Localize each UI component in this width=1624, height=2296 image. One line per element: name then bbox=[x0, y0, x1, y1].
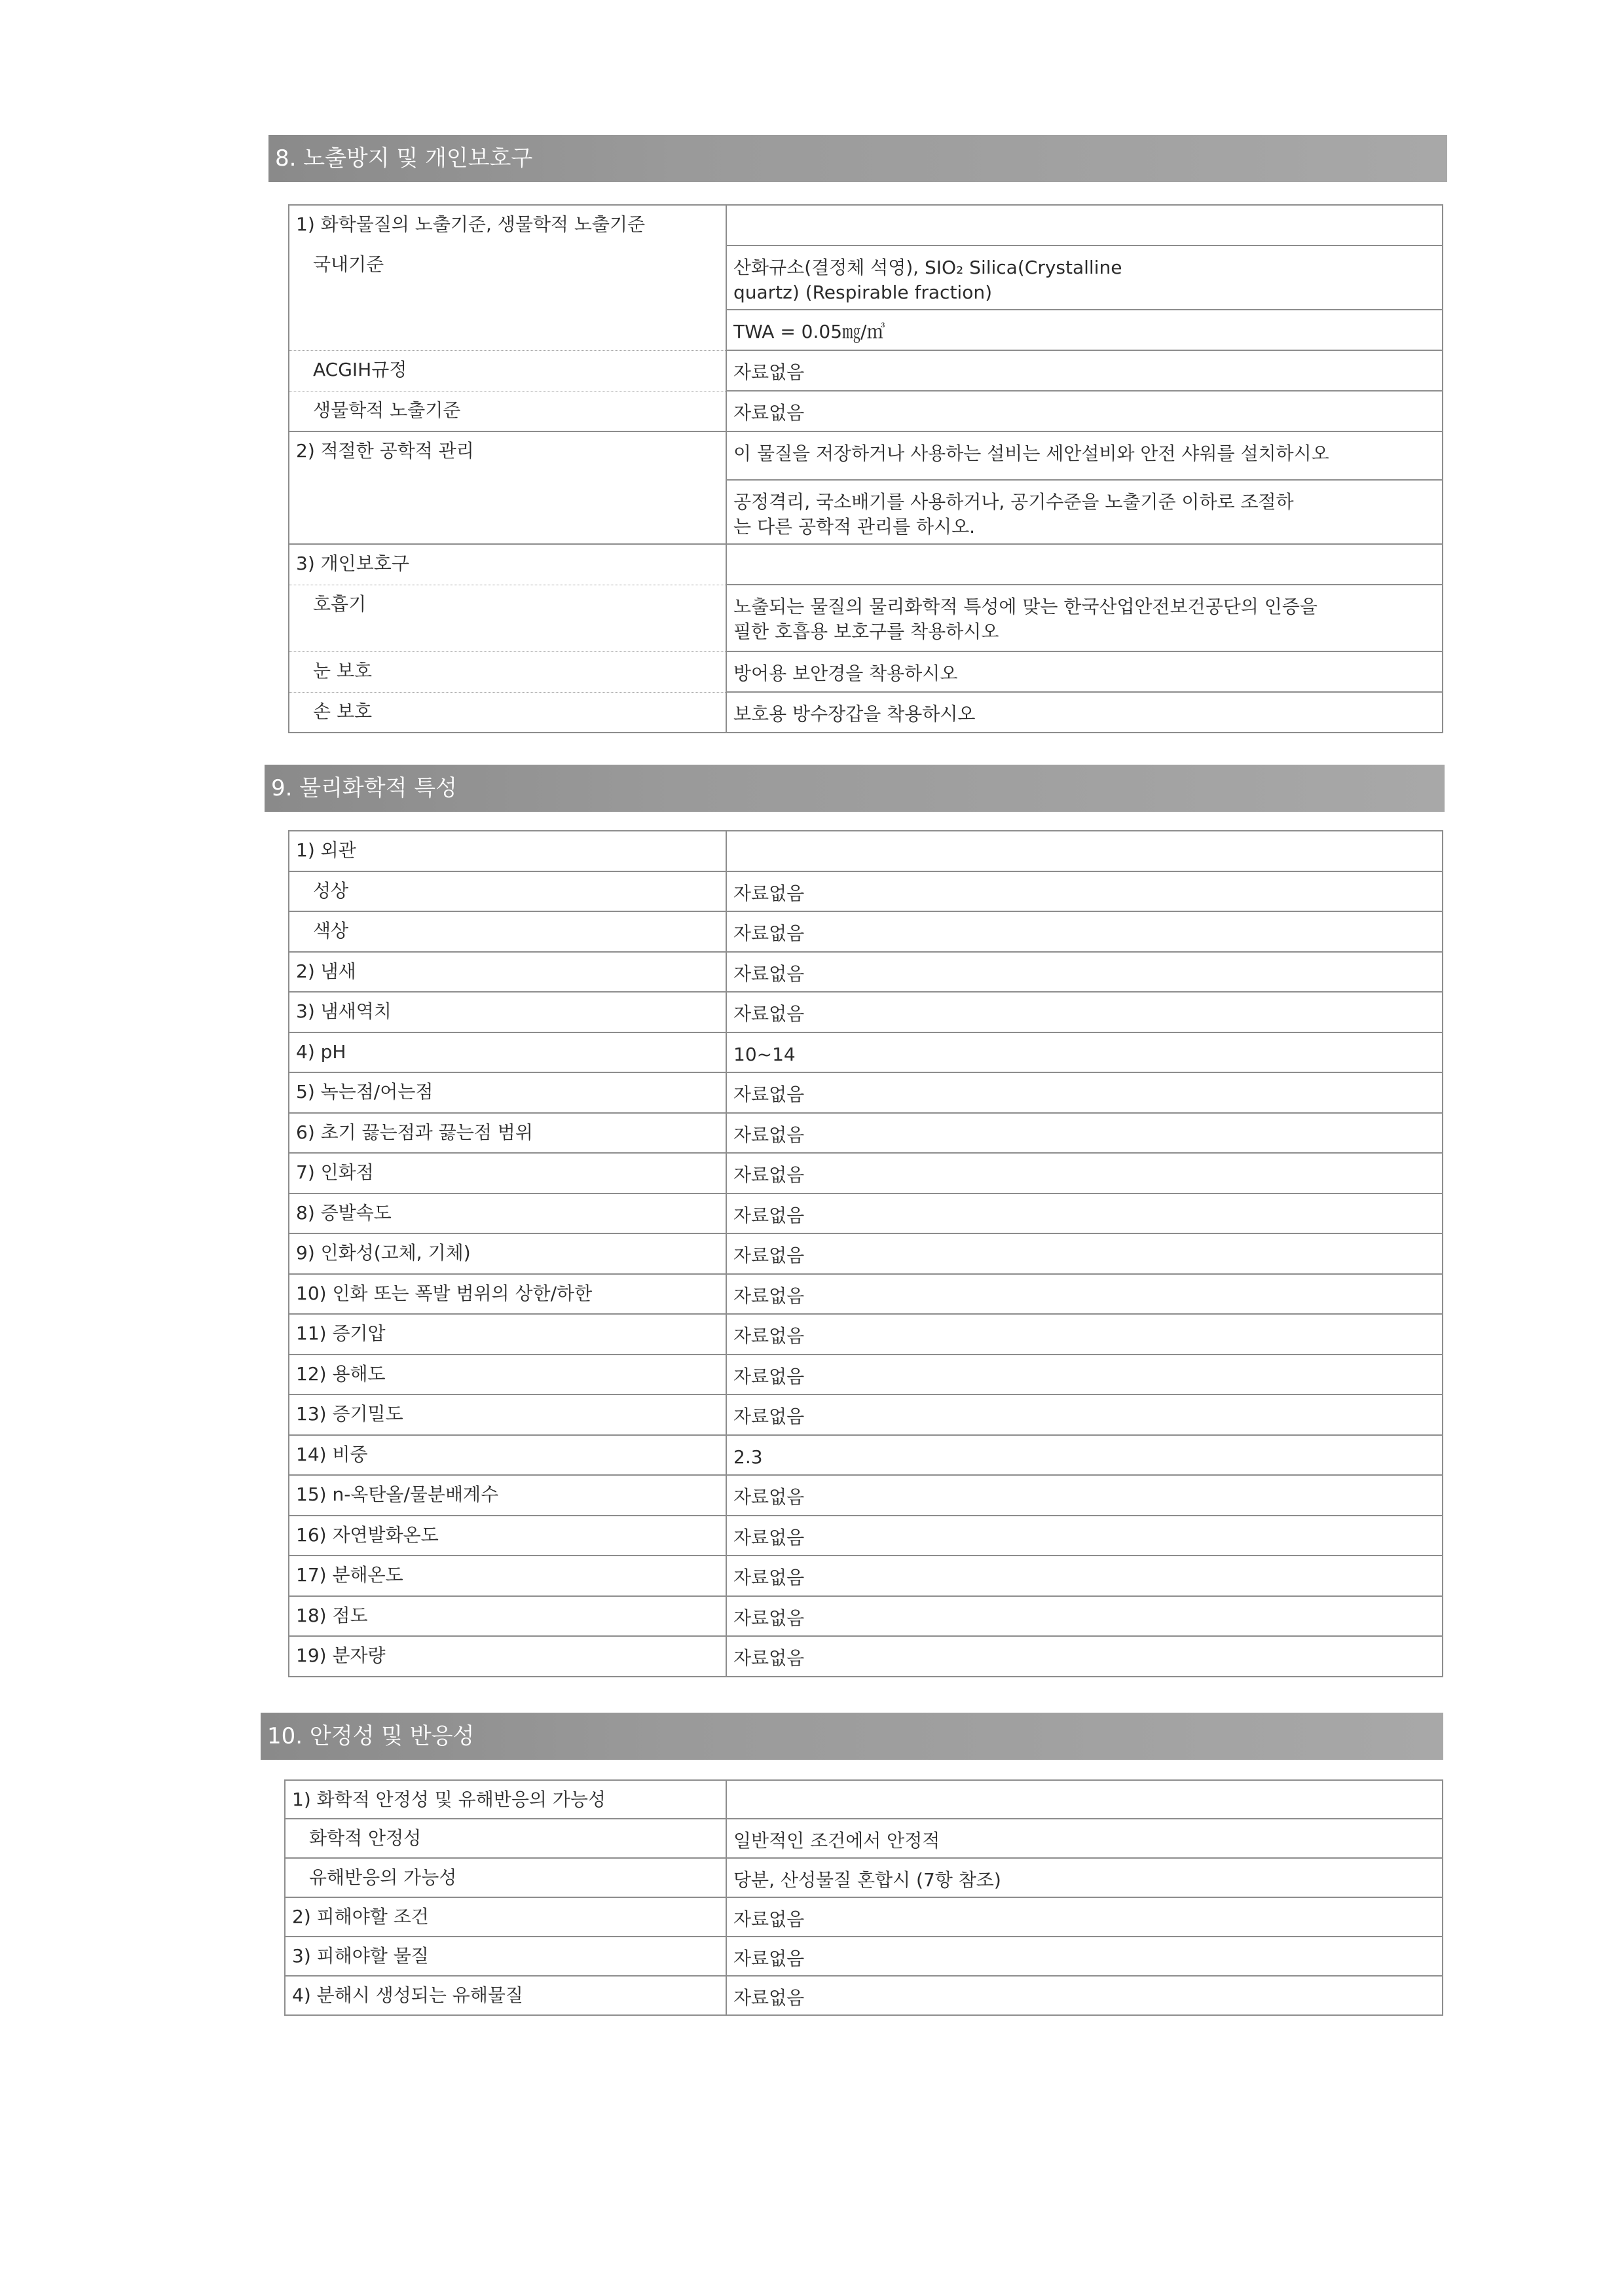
bio-exposure-value: 자료없음 bbox=[726, 391, 1443, 431]
physchem-row bbox=[289, 1072, 1443, 1113]
stability-label: 3) 피해야할 물질 bbox=[285, 1937, 726, 1976]
stability-row bbox=[285, 1780, 1443, 1819]
stability-value: 일반적인 조건에서 안정적 bbox=[726, 1819, 1443, 1858]
physchem-table bbox=[288, 830, 1443, 1677]
physchem-label: 18) 점도 bbox=[289, 1596, 726, 1637]
domestic-standard-substance: 산화규소(결정체 석영), SIO₂ Silica(Crystalline quartz) (Respirable fraction) bbox=[726, 246, 1443, 310]
stability-label: 화학적 안정성 bbox=[285, 1819, 726, 1858]
exposure-standard-label: 1) 화학물질의 노출기준, 생물학적 노출기준 bbox=[289, 205, 726, 246]
physchem-row bbox=[289, 1153, 1443, 1194]
physchem-value: 자료없음 bbox=[726, 1194, 1443, 1234]
physchem-value: 자료없음 bbox=[726, 1274, 1443, 1315]
physchem-value: 자료없음 bbox=[726, 952, 1443, 993]
physchem-value: 자료없음 bbox=[726, 1475, 1443, 1516]
physchem-label: 1) 외관 bbox=[289, 831, 726, 871]
physchem-row bbox=[289, 1516, 1443, 1556]
stability-label: 유해반응의 가능성 bbox=[285, 1858, 726, 1897]
physchem-value: 자료없음 bbox=[726, 1153, 1443, 1194]
physchem-label: 17) 분해온도 bbox=[289, 1556, 726, 1596]
physchem-label: 13) 증기밀도 bbox=[289, 1394, 726, 1435]
physchem-label: 2) 냄새 bbox=[289, 952, 726, 993]
stability-row bbox=[285, 1858, 1443, 1897]
physchem-row bbox=[289, 1274, 1443, 1315]
ppe-value bbox=[726, 544, 1443, 585]
physchem-value: 자료없음 bbox=[726, 1113, 1443, 1154]
physchem-row bbox=[289, 1636, 1443, 1677]
physchem-value: 자료없음 bbox=[726, 911, 1443, 952]
physchem-label: 15) n-옥탄올/물분배계수 bbox=[289, 1475, 726, 1516]
section-9-header bbox=[265, 765, 1445, 812]
physchem-value: 자료없음 bbox=[726, 1355, 1443, 1395]
physchem-row bbox=[289, 952, 1443, 993]
physchem-label: 16) 자연발화온도 bbox=[289, 1516, 726, 1556]
physchem-row bbox=[289, 1556, 1443, 1596]
stability-row bbox=[285, 1819, 1443, 1858]
physchem-value: 자료없음 bbox=[726, 1314, 1443, 1355]
physchem-label: 11) 증기압 bbox=[289, 1314, 726, 1355]
physchem-label: 4) pH bbox=[289, 1032, 726, 1073]
physchem-row bbox=[289, 1032, 1443, 1073]
physchem-label: 6) 초기 끓는점과 끓는점 범위 bbox=[289, 1113, 726, 1154]
physchem-row bbox=[289, 871, 1443, 912]
physchem-row bbox=[289, 1194, 1443, 1234]
section-10-title: 10. 안정성 및 반응성 bbox=[267, 1723, 475, 1749]
physchem-row bbox=[289, 831, 1443, 871]
stability-table bbox=[284, 1779, 1443, 2016]
physchem-row bbox=[289, 992, 1443, 1032]
stability-value: 자료없음 bbox=[726, 1937, 1443, 1976]
physchem-label: 5) 녹는점/어는점 bbox=[289, 1072, 726, 1113]
stability-label: 2) 피해야할 조건 bbox=[285, 1897, 726, 1937]
acgih-value: 자료없음 bbox=[726, 350, 1443, 391]
acgih-label: ACGIH규정 bbox=[289, 350, 726, 391]
physchem-label: 8) 증발속도 bbox=[289, 1194, 726, 1234]
domestic-standard-label: 국내기준 bbox=[289, 246, 726, 350]
ppe-label: 3) 개인보호구 bbox=[289, 544, 726, 585]
physchem-value: 자료없음 bbox=[726, 1596, 1443, 1637]
engineering-control-label: 2) 적절한 공학적 관리 bbox=[289, 431, 726, 544]
physchem-label: 19) 분자량 bbox=[289, 1636, 726, 1677]
physchem-value: 자료없음 bbox=[726, 1556, 1443, 1596]
physchem-label: 성상 bbox=[289, 871, 726, 912]
physchem-row bbox=[289, 1435, 1443, 1476]
exposure-standard-value bbox=[726, 205, 1443, 246]
physchem-value: 자료없음 bbox=[726, 1516, 1443, 1556]
physchem-value: 10~14 bbox=[726, 1032, 1443, 1073]
physchem-value: 2.3 bbox=[726, 1435, 1443, 1476]
stability-value bbox=[726, 1780, 1443, 1819]
physchem-row bbox=[289, 1113, 1443, 1154]
engineering-control-value-1: 이 물질을 저장하거나 사용하는 설비는 세안설비와 안전 샤워를 설치하시오 bbox=[726, 431, 1443, 480]
physchem-value: 자료없음 bbox=[726, 1233, 1443, 1274]
physchem-value: 자료없음 bbox=[726, 1636, 1443, 1677]
respiratory-label: 호흡기 bbox=[289, 585, 726, 651]
stability-value: 자료없음 bbox=[726, 1976, 1443, 2015]
hand-protection-value: 보호용 방수장갑을 착용하시오 bbox=[726, 692, 1443, 733]
section-10-header bbox=[261, 1713, 1443, 1760]
eye-protection-value: 방어용 보안경을 착용하시오 bbox=[726, 651, 1443, 692]
physchem-row bbox=[289, 1233, 1443, 1274]
exposure-table bbox=[288, 204, 1443, 733]
physchem-row bbox=[289, 911, 1443, 952]
stability-label: 4) 분해시 생성되는 유해물질 bbox=[285, 1976, 726, 2015]
physchem-row bbox=[289, 1475, 1443, 1516]
physchem-label: 14) 비중 bbox=[289, 1435, 726, 1476]
physchem-label: 12) 용해도 bbox=[289, 1355, 726, 1395]
physchem-value: 자료없음 bbox=[726, 1072, 1443, 1113]
physchem-label: 10) 인화 또는 폭발 범위의 상한/하한 bbox=[289, 1274, 726, 1315]
stability-row bbox=[285, 1976, 1443, 2015]
stability-row bbox=[285, 1937, 1443, 1976]
physchem-row bbox=[289, 1596, 1443, 1637]
physchem-row bbox=[289, 1394, 1443, 1435]
physchem-value: 자료없음 bbox=[726, 992, 1443, 1032]
physchem-value bbox=[726, 831, 1443, 871]
physchem-label: 3) 냄새역치 bbox=[289, 992, 726, 1032]
stability-row bbox=[285, 1897, 1443, 1937]
stability-value: 당분, 산성물질 혼합시 (7항 참조) bbox=[726, 1858, 1443, 1897]
stability-value: 자료없음 bbox=[726, 1897, 1443, 1937]
physchem-value: 자료없음 bbox=[726, 1394, 1443, 1435]
hand-protection-label: 손 보호 bbox=[289, 692, 726, 733]
section-9-title: 9. 물리화학적 특성 bbox=[271, 775, 457, 801]
physchem-row bbox=[289, 1314, 1443, 1355]
engineering-control-value-2: 공정격리, 국소배기를 사용하거나, 공기수준을 노출기준 이하로 조절하는 다른 공학적 관리를 하시오. bbox=[726, 480, 1443, 544]
physchem-row bbox=[289, 1355, 1443, 1395]
domestic-standard-twa: TWA = 0.05㎎/㎥ bbox=[726, 310, 1443, 350]
section-8-title: 8. 노출방지 및 개인보호구 bbox=[275, 145, 533, 172]
physchem-value: 자료없음 bbox=[726, 871, 1443, 912]
physchem-label: 9) 인화성(고체, 기체) bbox=[289, 1233, 726, 1274]
stability-label: 1) 화학적 안정성 및 유해반응의 가능성 bbox=[285, 1780, 726, 1819]
physchem-label: 색상 bbox=[289, 911, 726, 952]
physchem-label: 7) 인화점 bbox=[289, 1153, 726, 1194]
eye-protection-label: 눈 보호 bbox=[289, 651, 726, 692]
bio-exposure-label: 생물학적 노출기준 bbox=[289, 391, 726, 431]
section-8-header bbox=[268, 135, 1447, 182]
respiratory-value: 노출되는 물질의 물리화학적 특성에 맞는 한국산업안전보건공단의 인증을 필한 호흡용 보호구를 착용하시오 bbox=[726, 585, 1443, 651]
